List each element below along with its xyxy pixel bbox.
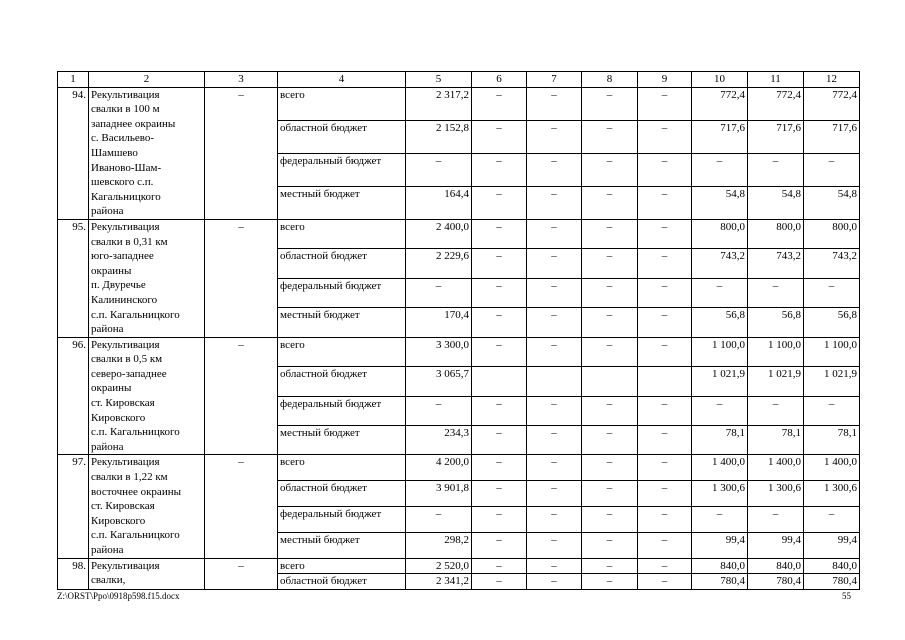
value-cell-c5: 2 520,0 [406,558,472,574]
record-name-line: района [91,205,124,218]
funding-source-label: местный бюджет [278,186,406,219]
column-header: 9 [638,72,692,88]
funding-source-label: областной бюджет [278,367,406,396]
value-cell-c11: – [748,153,804,186]
value-cell-c9: – [638,87,692,120]
value-cell-c11: 78,1 [748,426,804,455]
value-cell-c6: – [472,532,527,558]
value-cell-c9: – [638,278,692,307]
value-cell-c12: 99,4 [804,532,860,558]
value-cell-c11: 1 300,6 [748,481,804,507]
value-cell-c11: – [748,507,804,533]
value-cell-c10: – [692,278,748,307]
record-name-line: Кагальницкого [91,190,161,203]
value-cell-c5: 2 341,2 [406,574,472,590]
record-name-line: района [91,440,124,453]
value-cell-c5: 2 400,0 [406,219,472,248]
value-cell-c11: 743,2 [748,249,804,278]
record-col3: – [205,219,278,337]
value-cell-c11: – [748,278,804,307]
value-cell-c8: – [582,87,638,120]
record-name-line: окраины [91,264,132,277]
value-cell-c7: – [527,558,582,574]
funding-source-label: федеральный бюджет [278,153,406,186]
value-cell-c11: 56,8 [748,308,804,337]
value-cell-c8: – [582,455,638,481]
funding-source-label: областной бюджет [278,120,406,153]
value-cell-c5: – [406,396,472,425]
value-cell-c10: – [692,507,748,533]
value-cell-c9: – [638,153,692,186]
value-cell-c9: – [638,186,692,219]
value-cell-c7: – [527,249,582,278]
value-cell-c10: – [692,396,748,425]
value-cell-c8: – [582,558,638,574]
funding-source-label: всего [278,219,406,248]
record-name [89,87,205,219]
record-name [89,337,205,455]
value-cell-c10: 800,0 [692,219,748,248]
value-cell-c8: – [582,426,638,455]
value-cell-c6: – [472,249,527,278]
record-name-line: Рекультивация [91,338,160,351]
value-cell-c12: 717,6 [804,120,860,153]
record-name [89,558,205,589]
value-cell-c8: – [582,120,638,153]
value-cell-c10: 1 300,6 [692,481,748,507]
value-cell-c11: 772,4 [748,87,804,120]
funding-source-label: федеральный бюджет [278,396,406,425]
record-name-line: Калининского [91,293,158,306]
record-number: 97. [58,455,89,558]
value-cell-c8: – [582,507,638,533]
record-name-line: ст. Кировская [91,500,155,513]
funding-source-label: федеральный бюджет [278,278,406,307]
value-cell-c10: 840,0 [692,558,748,574]
value-cell-c5: 2 152,8 [406,120,472,153]
value-cell-c9: – [638,396,692,425]
record-name-line: окраины [91,382,132,395]
record-name-line: свалки в 1,22 км [91,471,168,484]
column-header: 11 [748,72,804,88]
value-cell-c11: 717,6 [748,120,804,153]
column-header: 12 [804,72,860,88]
record-name-line: ст. Кировская [91,397,155,410]
value-cell-c6: – [472,308,527,337]
record-name-line: шевского с.п. [91,176,154,189]
value-cell-c9: – [638,507,692,533]
value-cell-c6: – [472,87,527,120]
funding-source-label: областной бюджет [278,481,406,507]
column-header: 4 [278,72,406,88]
value-cell-c12: 772,4 [804,87,860,120]
value-cell-c8: – [582,186,638,219]
value-cell-c11: 54,8 [748,186,804,219]
value-cell-c8: – [582,308,638,337]
record-name-line: свалки, [91,574,126,587]
value-cell-c10: 772,4 [692,87,748,120]
funding-source-label: местный бюджет [278,532,406,558]
value-cell-c6: – [472,507,527,533]
value-cell-c5: 2 317,2 [406,87,472,120]
record-name-line: с.п. Кагальницкого [91,426,180,439]
value-cell-c9: – [638,219,692,248]
value-cell-c12: 840,0 [804,558,860,574]
record-name-line: восточнее окраины [91,485,181,498]
record-name-line: с. Васильево- [91,132,155,145]
page-number: 55 [842,591,851,601]
value-cell-c9: – [638,481,692,507]
value-cell-c12: 54,8 [804,186,860,219]
record-number: 94. [58,87,89,219]
value-cell-c10: 1 100,0 [692,337,748,366]
record-col3: – [205,337,278,455]
record-name-line: Иваново-Шам- [91,161,162,174]
record-name-line: Кировского [91,411,146,424]
column-header: 7 [527,72,582,88]
record-name-line: юго-западнее [91,250,154,263]
value-cell-c5: – [406,278,472,307]
table-row [58,219,860,248]
record-name-line: Рекультивация [91,88,160,101]
value-cell-c5: 3 065,7 [406,367,472,396]
column-header: 8 [582,72,638,88]
value-cell-c7: – [527,532,582,558]
value-cell-c5: 298,2 [406,532,472,558]
record-name-line: района [91,323,124,336]
record-name-line: района [91,544,124,556]
record-number: 96. [58,337,89,455]
value-cell-c11: 99,4 [748,532,804,558]
table-row [58,337,860,366]
value-cell-c7: – [527,481,582,507]
record-number: 95. [58,219,89,337]
value-cell-c5: 4 200,0 [406,455,472,481]
value-cell-c9: – [638,426,692,455]
value-cell-c7: – [527,278,582,307]
record-name-line: свалки в 100 м [91,103,160,116]
record-name-line: с.п. Кагальницкого [91,529,180,542]
value-cell-c10: 780,4 [692,574,748,590]
value-cell-c11: 1 400,0 [748,455,804,481]
value-cell-c10: 78,1 [692,426,748,455]
value-cell-c9: – [638,532,692,558]
value-cell-c6: – [472,426,527,455]
record-name-line: Рекультивация [91,220,160,233]
value-cell-c5: 170,4 [406,308,472,337]
funding-source-label: областной бюджет [278,249,406,278]
value-cell-c8: – [582,481,638,507]
column-header: 1 [58,72,89,88]
column-header: 3 [205,72,278,88]
value-cell-c8: – [582,337,638,366]
value-cell-c8: – [582,153,638,186]
record-name [89,455,205,558]
header-row [58,72,860,88]
value-cell-c8: – [582,278,638,307]
column-header: 2 [89,72,205,88]
value-cell-c5: 3 901,8 [406,481,472,507]
table-row [58,87,860,120]
value-cell-c6 [472,367,527,396]
funding-source-label: всего [278,455,406,481]
record-name-line: свалки в 0,5 км [91,353,163,366]
value-cell-c10: 717,6 [692,120,748,153]
value-cell-c8: – [582,219,638,248]
record-name-line: Рекультивация [91,456,160,469]
value-cell-c9: – [638,337,692,366]
record-name [89,219,205,337]
value-cell-c12: – [804,278,860,307]
value-cell-c7: – [527,308,582,337]
column-header: 5 [406,72,472,88]
value-cell-c6: – [472,219,527,248]
value-cell-c11: 800,0 [748,219,804,248]
value-cell-c10: 56,8 [692,308,748,337]
value-cell-c7 [527,367,582,396]
value-cell-c9: – [638,455,692,481]
value-cell-c12: 1 021,9 [804,367,860,396]
value-cell-c7: – [527,120,582,153]
value-cell-c12: 780,4 [804,574,860,590]
value-cell-c9: – [638,120,692,153]
value-cell-c5: – [406,153,472,186]
value-cell-c12: 1 300,6 [804,481,860,507]
record-name-line: Кировского [91,514,146,527]
value-cell-c9: – [638,249,692,278]
value-cell-c12: 743,2 [804,249,860,278]
value-cell-c11: 780,4 [748,574,804,590]
value-cell-c5: 234,3 [406,426,472,455]
column-header: 6 [472,72,527,88]
record-name-line: свалки в 0,31 км [91,235,168,248]
value-cell-c9: – [638,308,692,337]
value-cell-c7: – [527,396,582,425]
value-cell-c8: – [582,396,638,425]
value-cell-c7: – [527,87,582,120]
record-name-line: северо-западнее [91,367,167,380]
value-cell-c11: 1 021,9 [748,367,804,396]
value-cell-c6: – [472,120,527,153]
value-cell-c8: – [582,574,638,590]
value-cell-c6: – [472,153,527,186]
value-cell-c7: – [527,507,582,533]
value-cell-c12: 800,0 [804,219,860,248]
funding-source-label: всего [278,337,406,366]
value-cell-c7: – [527,574,582,590]
funding-source-label: федеральный бюджет [278,507,406,533]
value-cell-c12: – [804,396,860,425]
budget-table [57,71,860,590]
value-cell-c8 [582,367,638,396]
value-cell-c6: – [472,337,527,366]
value-cell-c10: 1 021,9 [692,367,748,396]
value-cell-c7: – [527,153,582,186]
value-cell-c10: 743,2 [692,249,748,278]
value-cell-c5: 3 300,0 [406,337,472,366]
value-cell-c12: 1 100,0 [804,337,860,366]
funding-source-label: местный бюджет [278,426,406,455]
value-cell-c12: 56,8 [804,308,860,337]
value-cell-c12: 78,1 [804,426,860,455]
value-cell-c6: – [472,278,527,307]
value-cell-c6: – [472,574,527,590]
record-name-line: с.п. Кагальницкого [91,308,180,321]
value-cell-c11: 840,0 [748,558,804,574]
record-name-line: Шамшево [91,146,138,159]
value-cell-c5: 164,4 [406,186,472,219]
value-cell-c7: – [527,455,582,481]
value-cell-c9 [638,367,692,396]
value-cell-c10: – [692,153,748,186]
record-col3: – [205,455,278,558]
value-cell-c6: – [472,455,527,481]
value-cell-c8: – [582,532,638,558]
funding-source-label: всего [278,87,406,120]
value-cell-c11: 1 100,0 [748,337,804,366]
funding-source-label: областной бюджет [278,574,406,590]
value-cell-c10: 54,8 [692,186,748,219]
funding-source-label: местный бюджет [278,308,406,337]
value-cell-c5: – [406,507,472,533]
value-cell-c10: 1 400,0 [692,455,748,481]
value-cell-c7: – [527,186,582,219]
value-cell-c6: – [472,396,527,425]
funding-source-label: всего [278,558,406,574]
value-cell-c6: – [472,481,527,507]
file-path: Z:\ORST\Ppo\0918p598.f15.docx [57,591,180,601]
value-cell-c6: – [472,558,527,574]
value-cell-c5: 2 229,6 [406,249,472,278]
value-cell-c11: – [748,396,804,425]
table-row [58,558,860,574]
value-cell-c6: – [472,186,527,219]
record-name-line: п. Двуречье [91,279,146,292]
value-cell-c12: 1 400,0 [804,455,860,481]
value-cell-c12: – [804,153,860,186]
table-row [58,455,860,481]
record-name-line: Рекультивация [91,559,160,572]
column-header: 10 [692,72,748,88]
value-cell-c9: – [638,558,692,574]
record-number: 98. [58,558,89,589]
record-col3: – [205,87,278,219]
value-cell-c12: – [804,507,860,533]
value-cell-c8: – [582,249,638,278]
record-name-line: западнее окраины [91,117,176,130]
value-cell-c7: – [527,337,582,366]
value-cell-c10: 99,4 [692,532,748,558]
record-col3: – [205,558,278,589]
value-cell-c9: – [638,574,692,590]
value-cell-c7: – [527,426,582,455]
value-cell-c7: – [527,219,582,248]
